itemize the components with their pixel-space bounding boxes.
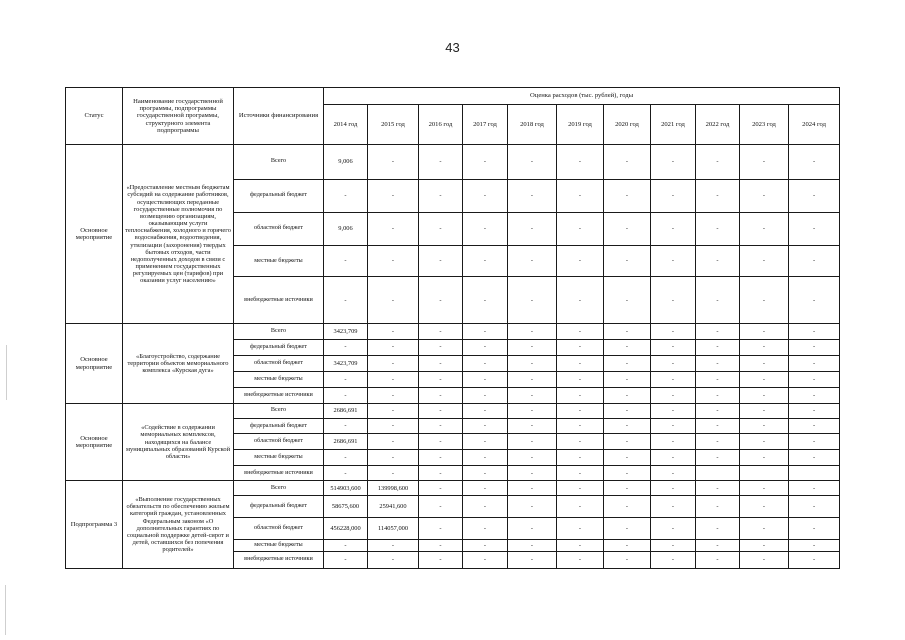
header-estimate: Оценка расходов (тыс. рублей), годы (324, 88, 840, 105)
value-cell: - (789, 496, 840, 517)
header-year: 2015 год (368, 105, 419, 145)
value-cell: - (651, 339, 696, 355)
value-cell: - (740, 481, 789, 496)
value-cell: - (740, 324, 789, 339)
value-cell: - (789, 387, 840, 403)
value-cell: - (508, 212, 557, 245)
scan-edge-mark (5, 585, 6, 635)
value-cell: 58675,600 (324, 496, 368, 517)
value-cell: - (696, 212, 740, 245)
value-cell: - (651, 517, 696, 539)
value-cell: - (789, 145, 840, 179)
value-cell: - (508, 466, 557, 481)
value-cell: - (789, 539, 840, 551)
value-cell: - (696, 245, 740, 276)
value-cell: - (696, 517, 740, 539)
value-cell: - (740, 212, 789, 245)
value-cell: - (696, 145, 740, 179)
value-cell: - (557, 418, 604, 433)
value-cell: - (419, 212, 463, 245)
row-funding-source: внебюджетные источники (234, 466, 324, 481)
value-cell: - (789, 179, 840, 212)
value-cell: 456228,000 (324, 517, 368, 539)
value-cell: - (789, 339, 840, 355)
scan-edge-mark (6, 345, 7, 400)
page-number: 43 (445, 40, 460, 55)
value-cell: - (789, 324, 840, 339)
value-cell: - (651, 551, 696, 568)
value-cell: - (419, 179, 463, 212)
value-cell: - (419, 387, 463, 403)
value-cell: 2686,691 (324, 434, 368, 450)
value-cell: - (368, 418, 419, 433)
value-cell: - (557, 355, 604, 371)
header-year: 2017 год (463, 105, 508, 145)
value-cell: - (368, 539, 419, 551)
value-cell: 3423,709 (324, 324, 368, 339)
value-cell: - (740, 371, 789, 387)
value-cell: - (324, 387, 368, 403)
row-funding-source: местные бюджеты (234, 245, 324, 276)
value-cell: - (557, 277, 604, 324)
row-funding-source: местные бюджеты (234, 371, 324, 387)
value-cell: - (740, 450, 789, 466)
value-cell: - (419, 145, 463, 179)
row-program-name: «Содействие в содержании мемориальных комплексов, находящихся на балансе муниципальных образований Курской области» (123, 403, 234, 480)
value-cell: - (696, 450, 740, 466)
value-cell: - (557, 466, 604, 481)
value-cell: - (604, 418, 651, 433)
value-cell: - (508, 245, 557, 276)
value-cell: - (368, 277, 419, 324)
value-cell: - (557, 539, 604, 551)
value-cell: - (604, 387, 651, 403)
value-cell: - (789, 450, 840, 466)
row-funding-source: местные бюджеты (234, 450, 324, 466)
value-cell: - (463, 245, 508, 276)
value-cell: - (508, 179, 557, 212)
value-cell: - (324, 339, 368, 355)
value-cell: - (557, 496, 604, 517)
value-cell: - (508, 277, 557, 324)
value-cell: - (419, 481, 463, 496)
value-cell: - (789, 418, 840, 433)
value-cell: - (651, 355, 696, 371)
value-cell: - (557, 481, 604, 496)
value-cell: - (557, 145, 604, 179)
value-cell: - (368, 551, 419, 568)
value-cell: - (557, 434, 604, 450)
value-cell: - (789, 481, 840, 496)
value-cell: - (651, 450, 696, 466)
value-cell: - (789, 277, 840, 324)
value-cell: - (508, 551, 557, 568)
row-funding-source: Всего (234, 324, 324, 339)
value-cell: - (368, 339, 419, 355)
value-cell: - (651, 403, 696, 418)
row-funding-source: федеральный бюджет (234, 179, 324, 212)
value-cell: - (604, 434, 651, 450)
header-year: 2024 год (789, 105, 840, 145)
value-cell: - (740, 355, 789, 371)
value-cell: - (463, 355, 508, 371)
row-funding-source: Всего (234, 403, 324, 418)
value-cell: - (463, 403, 508, 418)
value-cell: - (604, 355, 651, 371)
value-cell: - (463, 387, 508, 403)
value-cell: - (463, 418, 508, 433)
row-funding-source: федеральный бюджет (234, 496, 324, 517)
value-cell: - (463, 212, 508, 245)
value-cell: - (740, 387, 789, 403)
row-funding-source: федеральный бюджет (234, 339, 324, 355)
value-cell: - (696, 403, 740, 418)
value-cell: - (651, 387, 696, 403)
value-cell: - (368, 245, 419, 276)
row-program-name: «Благоустройство, содержание территории объектов мемориального комплекса «Курская дуга» (123, 324, 234, 403)
header-year: 2014 год (324, 105, 368, 145)
value-cell: - (651, 324, 696, 339)
row-status: Основное мероприятие (66, 403, 123, 480)
value-cell: - (419, 496, 463, 517)
value-cell: - (368, 466, 419, 481)
value-cell: - (508, 418, 557, 433)
value-cell: - (557, 403, 604, 418)
value-cell: - (368, 450, 419, 466)
value-cell (696, 466, 740, 481)
table-row (66, 403, 840, 418)
value-cell: - (696, 496, 740, 517)
row-funding-source: внебюджетные источники (234, 277, 324, 324)
value-cell: - (740, 496, 789, 517)
row-funding-source: областной бюджет (234, 517, 324, 539)
value-cell: - (789, 551, 840, 568)
row-status: Основное мероприятие (66, 324, 123, 403)
value-cell: - (508, 355, 557, 371)
value-cell: - (604, 403, 651, 418)
value-cell: - (651, 481, 696, 496)
header-year: 2023 год (740, 105, 789, 145)
row-program-name: «Выполнение государственных обязательств по обеспечению жильем категорий граждан, установленных Федеральным законом «О дополнительных гарантиях по социальной поддержке детей-сирот и детей, оставшихся без попечения родителей» (123, 481, 234, 569)
value-cell: - (651, 245, 696, 276)
value-cell: - (419, 551, 463, 568)
value-cell: - (604, 245, 651, 276)
value-cell: - (740, 418, 789, 433)
value-cell: - (368, 324, 419, 339)
value-cell: - (740, 403, 789, 418)
value-cell: - (324, 450, 368, 466)
value-cell: - (696, 434, 740, 450)
value-cell: - (789, 403, 840, 418)
value-cell: - (696, 355, 740, 371)
row-funding-source: федеральный бюджет (234, 418, 324, 433)
row-funding-source: Всего (234, 145, 324, 179)
value-cell: - (604, 450, 651, 466)
header-year: 2020 год (604, 105, 651, 145)
value-cell: - (324, 551, 368, 568)
value-cell: - (324, 245, 368, 276)
value-cell: - (463, 496, 508, 517)
value-cell: - (557, 450, 604, 466)
value-cell: - (740, 179, 789, 212)
value-cell: - (463, 339, 508, 355)
value-cell: - (324, 371, 368, 387)
value-cell: - (604, 324, 651, 339)
value-cell: - (508, 481, 557, 496)
value-cell: - (324, 179, 368, 212)
value-cell: - (740, 517, 789, 539)
value-cell: - (419, 371, 463, 387)
value-cell: - (508, 450, 557, 466)
value-cell: - (696, 539, 740, 551)
value-cell: - (324, 277, 368, 324)
value-cell: - (740, 434, 789, 450)
row-funding-source: внебюджетные источники (234, 387, 324, 403)
header-status: Статус (66, 88, 123, 145)
value-cell: - (557, 551, 604, 568)
value-cell: - (696, 339, 740, 355)
value-cell: - (368, 371, 419, 387)
value-cell: - (604, 539, 651, 551)
value-cell: - (557, 245, 604, 276)
value-cell: - (463, 179, 508, 212)
value-cell: - (508, 517, 557, 539)
value-cell: - (419, 355, 463, 371)
value-cell: - (740, 277, 789, 324)
value-cell: - (419, 450, 463, 466)
value-cell: - (740, 339, 789, 355)
value-cell: - (651, 434, 696, 450)
value-cell: - (463, 466, 508, 481)
row-funding-source: областной бюджет (234, 355, 324, 371)
header-year: 2018 год (508, 105, 557, 145)
value-cell: - (651, 466, 696, 481)
value-cell: - (696, 371, 740, 387)
value-cell: - (557, 371, 604, 387)
value-cell (740, 466, 789, 481)
value-cell: - (419, 517, 463, 539)
value-cell: - (740, 539, 789, 551)
value-cell: - (508, 339, 557, 355)
row-funding-source: внебюджетные источники (234, 551, 324, 568)
value-cell: - (463, 277, 508, 324)
value-cell: 114057,000 (368, 517, 419, 539)
value-cell: 514903,600 (324, 481, 368, 496)
value-cell: 3423,709 (324, 355, 368, 371)
value-cell: - (419, 434, 463, 450)
table-row (66, 481, 840, 496)
value-cell: - (651, 145, 696, 179)
row-funding-source: областной бюджет (234, 212, 324, 245)
value-cell: - (557, 387, 604, 403)
value-cell: - (604, 466, 651, 481)
value-cell: - (651, 371, 696, 387)
value-cell: - (508, 434, 557, 450)
value-cell: - (651, 212, 696, 245)
row-program-name: «Предоставление местным бюджетам субсидий на содержание работников, осуществляющих переданные государственные полномочия по возмещению организациям, оказывающим услуги теплоснабжения, холодного и горячего водоснабжения, водоотведения, утилизации (захоронения) твердых бытовых отходов, части недополученных доходов в связи с применением государственных регулируемых цен (тарифов) при оказании услуг населению» (123, 145, 234, 324)
value-cell: - (696, 387, 740, 403)
value-cell: - (324, 418, 368, 433)
value-cell: - (604, 145, 651, 179)
value-cell: - (508, 145, 557, 179)
value-cell: - (696, 481, 740, 496)
value-cell: - (324, 466, 368, 481)
value-cell: - (557, 517, 604, 539)
value-cell: - (604, 551, 651, 568)
value-cell: - (508, 324, 557, 339)
value-cell: - (463, 539, 508, 551)
value-cell: - (557, 212, 604, 245)
value-cell: - (463, 481, 508, 496)
value-cell: 25941,600 (368, 496, 419, 517)
value-cell: - (463, 324, 508, 339)
value-cell: - (789, 355, 840, 371)
value-cell: - (368, 212, 419, 245)
value-cell: - (463, 145, 508, 179)
value-cell: - (740, 145, 789, 179)
value-cell: - (557, 179, 604, 212)
value-cell: - (324, 539, 368, 551)
value-cell: - (508, 387, 557, 403)
value-cell: - (604, 481, 651, 496)
value-cell: - (789, 245, 840, 276)
value-cell: 9,006 (324, 212, 368, 245)
value-cell: - (696, 277, 740, 324)
value-cell: - (419, 245, 463, 276)
value-cell: - (463, 551, 508, 568)
value-cell: - (419, 324, 463, 339)
value-cell: - (368, 179, 419, 212)
value-cell: - (508, 539, 557, 551)
value-cell: - (604, 496, 651, 517)
value-cell: - (740, 551, 789, 568)
value-cell: - (604, 517, 651, 539)
value-cell: - (696, 179, 740, 212)
value-cell: - (419, 539, 463, 551)
value-cell: - (651, 277, 696, 324)
header-year: 2022 год (696, 105, 740, 145)
value-cell: - (789, 212, 840, 245)
value-cell: - (651, 539, 696, 551)
table-row (66, 145, 840, 179)
value-cell (789, 466, 840, 481)
value-cell: - (604, 371, 651, 387)
value-cell: - (557, 324, 604, 339)
row-status: Основное мероприятие (66, 145, 123, 324)
header-name: Наименование государственной программы, подпрограммы государственной программы, структурного элемента подпрограммы (123, 88, 234, 145)
value-cell: - (789, 517, 840, 539)
value-cell: - (368, 355, 419, 371)
value-cell: - (368, 403, 419, 418)
header-year: 2016 год (419, 105, 463, 145)
budget-table (65, 87, 840, 569)
value-cell: - (508, 496, 557, 517)
header-year: 2019 год (557, 105, 604, 145)
header-year: 2021 год (651, 105, 696, 145)
value-cell: - (463, 517, 508, 539)
value-cell: 2686,691 (324, 403, 368, 418)
table-row (66, 324, 840, 339)
value-cell: - (419, 466, 463, 481)
value-cell: - (557, 339, 604, 355)
value-cell: - (463, 450, 508, 466)
value-cell: - (651, 418, 696, 433)
value-cell: - (419, 418, 463, 433)
value-cell: - (604, 339, 651, 355)
row-status: Подпрограмма 3 (66, 481, 123, 569)
value-cell: - (604, 277, 651, 324)
value-cell: - (696, 324, 740, 339)
value-cell: - (419, 339, 463, 355)
value-cell: - (419, 277, 463, 324)
value-cell: - (368, 145, 419, 179)
value-cell: - (651, 179, 696, 212)
value-cell: - (604, 212, 651, 245)
value-cell: - (789, 371, 840, 387)
row-funding-source: местные бюджеты (234, 539, 324, 551)
row-funding-source: областной бюджет (234, 434, 324, 450)
value-cell: - (696, 551, 740, 568)
value-cell: - (696, 418, 740, 433)
value-cell: - (740, 245, 789, 276)
value-cell: - (463, 434, 508, 450)
value-cell: 9,006 (324, 145, 368, 179)
value-cell: - (508, 371, 557, 387)
value-cell: - (368, 434, 419, 450)
value-cell: - (368, 387, 419, 403)
row-funding-source: Всего (234, 481, 324, 496)
value-cell: - (651, 496, 696, 517)
value-cell: - (604, 179, 651, 212)
value-cell: - (419, 403, 463, 418)
value-cell: - (789, 434, 840, 450)
header-sources: Источники финансирования (234, 88, 324, 145)
value-cell: - (508, 403, 557, 418)
value-cell: - (463, 371, 508, 387)
value-cell: 139998,600 (368, 481, 419, 496)
